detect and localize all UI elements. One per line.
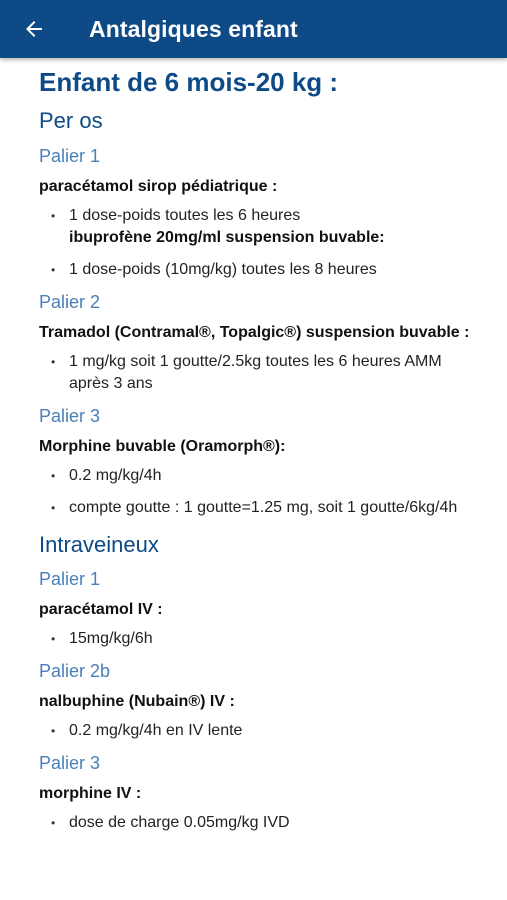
- page-title: Enfant de 6 mois-20 kg :: [39, 67, 339, 97]
- dosage-text: 1 dose-poids toutes les 6 heures: [69, 207, 301, 224]
- palier-label: Palier 2: [39, 292, 101, 312]
- drug-name: paracétamol IV :: [39, 601, 163, 618]
- drug-name: Tramadol (Contramal®, Topalgic®) suspension buvable :: [39, 324, 470, 341]
- list-item: [39, 465, 483, 487]
- content-scroll[interactable]: [0, 58, 507, 900]
- app-bar-title: Antalgiques enfant: [89, 15, 298, 42]
- dosage-text: dose de charge 0.05mg/kg IVD: [69, 814, 290, 831]
- app-bar: [0, 0, 507, 58]
- dosage-list: [39, 351, 483, 395]
- list-item: [39, 720, 483, 742]
- list-item: [39, 497, 483, 519]
- back-button[interactable]: [0, 0, 70, 58]
- list-item: [39, 205, 483, 249]
- palier-label: Palier 3: [39, 753, 101, 773]
- dosage-list: [39, 465, 483, 519]
- palier-label: Palier 3: [39, 406, 101, 426]
- palier-label: Palier 1: [39, 569, 101, 589]
- drug-name: Morphine buvable (Oramorph®):: [39, 438, 286, 455]
- list-item: [39, 259, 483, 281]
- dosage-text: 15mg/kg/6h: [69, 630, 153, 647]
- palier-label: Palier 2b: [39, 661, 111, 681]
- dosage-text: 0.2 mg/kg/4h en IV lente: [69, 722, 243, 739]
- palier-label: Palier 1: [39, 146, 101, 166]
- dosage-list: [39, 720, 483, 742]
- drug-name: morphine IV :: [39, 785, 142, 802]
- list-item: [39, 351, 483, 395]
- section-title-per-os: Per os: [39, 108, 103, 133]
- dosage-text: compte goutte : 1 goutte=1.25 mg, soit 1 goutte/6kg/4h: [69, 499, 458, 516]
- list-item: [39, 628, 483, 650]
- dosage-list: [39, 812, 483, 834]
- dosage-list: [39, 205, 483, 281]
- drug-name-inline: ibuprofène 20mg/ml suspension buvable:: [69, 229, 385, 246]
- dosage-text: 1 mg/kg soit 1 goutte/2.5kg toutes les 6 heures AMM après 3 ans: [69, 353, 442, 392]
- section-title-intraveineux: Intraveineux: [39, 532, 159, 557]
- dosage-list: [39, 628, 483, 650]
- drug-name: paracétamol sirop pédiatrique :: [39, 178, 278, 195]
- dosage-text: 0.2 mg/kg/4h: [69, 467, 162, 484]
- dosage-text: 1 dose-poids (10mg/kg) toutes les 8 heures: [69, 261, 377, 278]
- arrow-left-icon: [22, 17, 46, 41]
- list-item: [39, 812, 483, 834]
- drug-name: nalbuphine (Nubain®) IV :: [39, 693, 235, 710]
